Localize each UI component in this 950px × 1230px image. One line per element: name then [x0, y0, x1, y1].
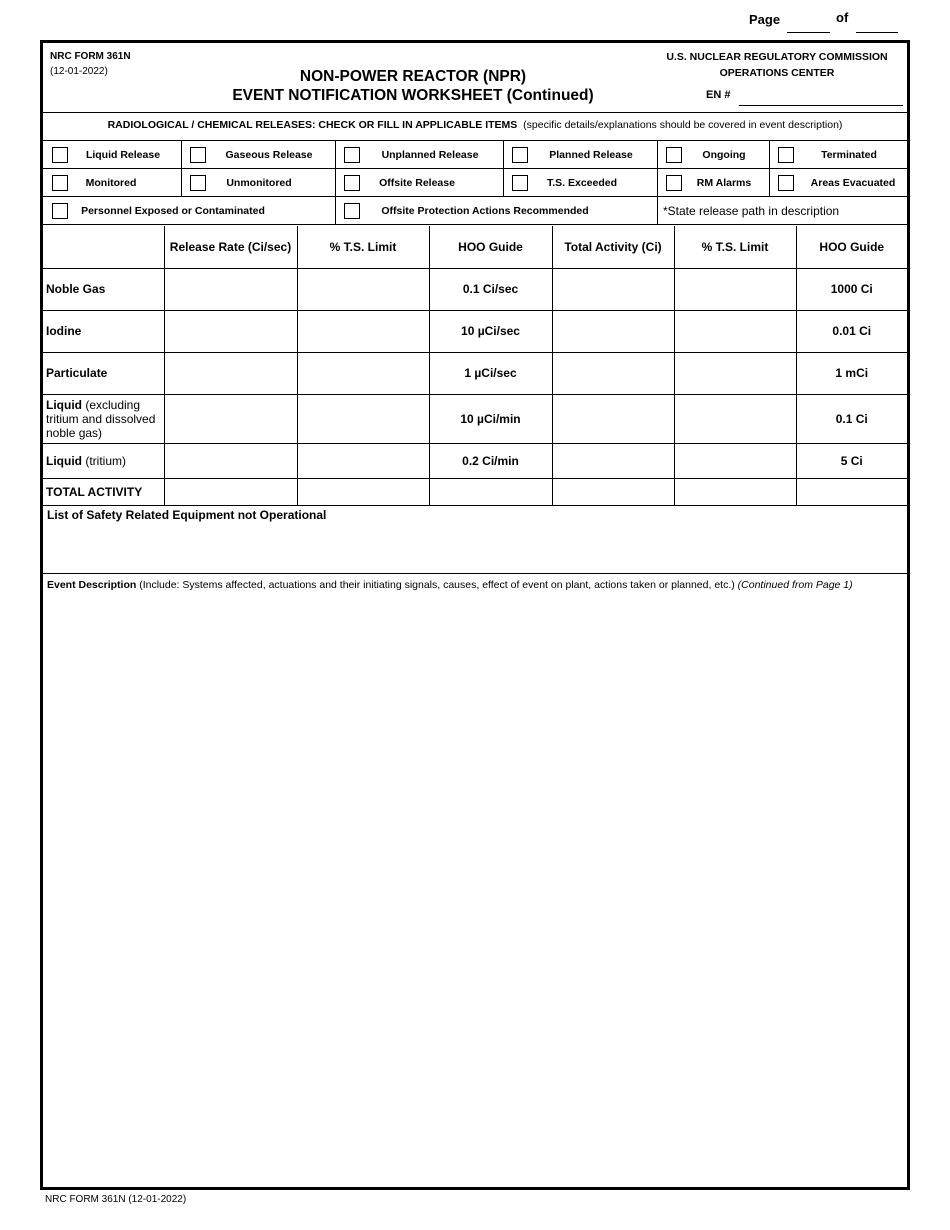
row-label	[43, 310, 164, 352]
releases-heading-note: (specific details/explanations should be covered in event description)	[523, 119, 843, 131]
release-table	[43, 226, 907, 506]
agency-center: OPERATIONS CENTER	[719, 67, 835, 79]
ts-limit-total-cell[interactable]	[674, 394, 796, 443]
divider	[43, 573, 907, 574]
hoo-guide-total-cell: 1 mCi	[796, 352, 907, 394]
row-label-note: (excluding tritium and dissolved noble gas)	[46, 397, 156, 440]
event-description-label: Event Description	[47, 579, 137, 591]
row-label-bold: Particulate	[46, 366, 108, 380]
hoo-guide-rate-cell: 0.2 Ci/min	[429, 443, 552, 478]
row-label	[43, 268, 164, 310]
page-total-field[interactable]	[856, 32, 898, 33]
planned-release-checkbox[interactable]	[512, 147, 528, 163]
hoo-guide-rate-cell: 1 µCi/sec	[429, 352, 552, 394]
worksheet-form	[40, 40, 910, 1190]
total-hoo-guide-total-cell[interactable]	[796, 478, 907, 505]
offsite-protection-checkbox[interactable]	[344, 203, 360, 219]
rm-alarms-label: RM Alarms	[696, 177, 752, 189]
release-path-note: *State release path in description	[663, 204, 840, 218]
release-rate-cell[interactable]	[164, 443, 297, 478]
areas-evacuated-label: Areas Evacuated	[810, 177, 896, 189]
table-row	[43, 352, 907, 394]
table-row	[43, 443, 907, 478]
terminated-checkbox[interactable]	[778, 147, 794, 163]
form-footer: NRC FORM 361N (12-01-2022)	[45, 1194, 187, 1205]
safety-equipment-label: List of Safety Related Equipment not Operational	[47, 508, 327, 522]
header-ts-limit-total: % T.S. Limit	[674, 226, 796, 268]
row-label-bold: Liquid	[46, 453, 82, 468]
unplanned-release-label: Unplanned Release	[381, 149, 479, 161]
row-label-bold: Iodine	[46, 324, 82, 338]
row-label-bold: Liquid	[46, 397, 82, 412]
unplanned-release-checkbox[interactable]	[344, 147, 360, 163]
header-release-rate: Release Rate (Ci/sec)	[164, 226, 297, 268]
release-rate-cell[interactable]	[164, 310, 297, 352]
divider	[43, 196, 907, 197]
header-hoo-guide-rate: HOO Guide	[429, 226, 552, 268]
hoo-guide-rate-cell: 0.1 Ci/sec	[429, 268, 552, 310]
divider	[503, 140, 504, 196]
ts-limit-rate-cell[interactable]	[297, 310, 429, 352]
total-release-rate-cell[interactable]	[164, 478, 297, 505]
divider	[335, 140, 336, 224]
table-row	[43, 268, 907, 310]
row-label-bold: Noble Gas	[46, 282, 106, 296]
gaseous-release-label: Gaseous Release	[225, 149, 313, 161]
page-label: Page	[749, 12, 781, 27]
agency-block	[652, 49, 902, 81]
ts-limit-total-cell[interactable]	[674, 268, 796, 310]
en-number-field[interactable]	[739, 105, 903, 106]
offsite-release-label: Offsite Release	[379, 177, 455, 189]
liquid-release-label: Liquid Release	[85, 149, 161, 161]
offsite-protection-label: Offsite Protection Actions Recommended	[381, 205, 589, 217]
hoo-guide-total-cell: 5 Ci	[796, 443, 907, 478]
releases-heading	[43, 119, 907, 131]
release-rate-cell[interactable]	[164, 268, 297, 310]
terminated-label: Terminated	[821, 149, 877, 161]
event-description-note: (Include: Systems affected, actuations and their initiating signals, causes, effect of event on plant, actions taken or planned, etc.)	[136, 579, 735, 591]
table-header-row	[43, 226, 907, 268]
form-date: (12-01-2022)	[50, 66, 108, 77]
total-hoo-guide-rate-cell[interactable]	[429, 478, 552, 505]
unmonitored-label: Unmonitored	[226, 177, 292, 189]
divider	[43, 168, 907, 169]
form-title	[173, 67, 653, 105]
divider	[43, 112, 907, 113]
hoo-guide-total-cell: 1000 Ci	[796, 268, 907, 310]
page-of-label: of	[836, 10, 849, 25]
ts-exceeded-checkbox[interactable]	[512, 175, 528, 191]
monitored-checkbox[interactable]	[52, 175, 68, 191]
total-total-activity-cell[interactable]	[552, 478, 674, 505]
divider	[43, 140, 907, 141]
row-label-note: (tritium)	[82, 453, 126, 468]
ts-limit-total-cell[interactable]	[674, 310, 796, 352]
monitored-label: Monitored	[85, 177, 137, 189]
ts-limit-rate-cell[interactable]	[297, 443, 429, 478]
release-rate-cell[interactable]	[164, 352, 297, 394]
ongoing-label: Ongoing	[702, 149, 746, 161]
row-label	[43, 352, 164, 394]
header-total-activity: Total Activity (Ci)	[552, 226, 674, 268]
ongoing-checkbox[interactable]	[666, 147, 682, 163]
title-line-2: EVENT NOTIFICATION WORKSHEET (Continued)	[232, 87, 594, 104]
header-hoo-guide-total: HOO Guide	[796, 226, 907, 268]
row-label	[43, 394, 164, 443]
divider	[181, 140, 182, 196]
form-number: NRC FORM 361N	[50, 51, 131, 62]
title-line-1: NON-POWER REACTOR (NPR)	[299, 68, 527, 85]
ts-limit-total-cell[interactable]	[674, 352, 796, 394]
agency-name: U.S. NUCLEAR REGULATORY COMMISSION	[666, 51, 888, 63]
liquid-release-checkbox[interactable]	[52, 147, 68, 163]
rm-alarms-checkbox[interactable]	[666, 175, 682, 191]
ts-limit-rate-cell[interactable]	[297, 352, 429, 394]
total-activity-cell[interactable]	[552, 352, 674, 394]
row-label	[43, 478, 164, 505]
personnel-exposed-checkbox[interactable]	[52, 203, 68, 219]
total-activity-cell[interactable]	[552, 268, 674, 310]
releases-heading-text: RADIOLOGICAL / CHEMICAL RELEASES: CHECK OR FILL IN APPLICABLE ITEMS	[107, 119, 518, 131]
safety-equipment-field[interactable]	[45, 525, 905, 571]
event-description-continued: (Continued from Page 1)	[734, 579, 853, 591]
total-activity-row	[43, 478, 907, 505]
total-ts-limit-total-cell[interactable]	[674, 478, 796, 505]
page-number-field[interactable]	[787, 32, 830, 33]
ts-limit-total-cell[interactable]	[674, 443, 796, 478]
hoo-guide-total-cell: 0.1 Ci	[796, 394, 907, 443]
hoo-guide-rate-cell: 10 µCi/min	[429, 394, 552, 443]
divider	[769, 140, 770, 196]
total-activity-cell[interactable]	[552, 443, 674, 478]
ts-limit-rate-cell[interactable]	[297, 394, 429, 443]
gaseous-release-checkbox[interactable]	[190, 147, 206, 163]
header-blank	[43, 226, 164, 268]
ts-exceeded-label: T.S. Exceeded	[546, 177, 618, 189]
divider	[43, 224, 907, 225]
unmonitored-checkbox[interactable]	[190, 175, 206, 191]
areas-evacuated-checkbox[interactable]	[778, 175, 794, 191]
row-label	[43, 443, 164, 478]
planned-release-label: Planned Release	[549, 149, 633, 161]
header-ts-limit-rate: % T.S. Limit	[297, 226, 429, 268]
ts-limit-rate-cell[interactable]	[297, 268, 429, 310]
table-row	[43, 394, 907, 443]
personnel-exposed-label: Personnel Exposed or Contaminated	[81, 205, 265, 217]
hoo-guide-rate-cell: 10 µCi/sec	[429, 310, 552, 352]
total-activity-label: TOTAL ACTIVITY	[46, 484, 143, 499]
form-id	[50, 49, 131, 79]
divider	[657, 140, 658, 224]
table-row	[43, 310, 907, 352]
total-activity-cell[interactable]	[552, 310, 674, 352]
hoo-guide-total-cell: 0.01 Ci	[796, 310, 907, 352]
en-label: EN #	[706, 89, 731, 101]
release-rate-cell[interactable]	[164, 394, 297, 443]
event-description-heading	[47, 579, 853, 591]
offsite-release-checkbox[interactable]	[344, 175, 360, 191]
total-activity-cell[interactable]	[552, 394, 674, 443]
total-ts-limit-rate-cell[interactable]	[297, 478, 429, 505]
event-description-field[interactable]	[45, 599, 905, 1184]
